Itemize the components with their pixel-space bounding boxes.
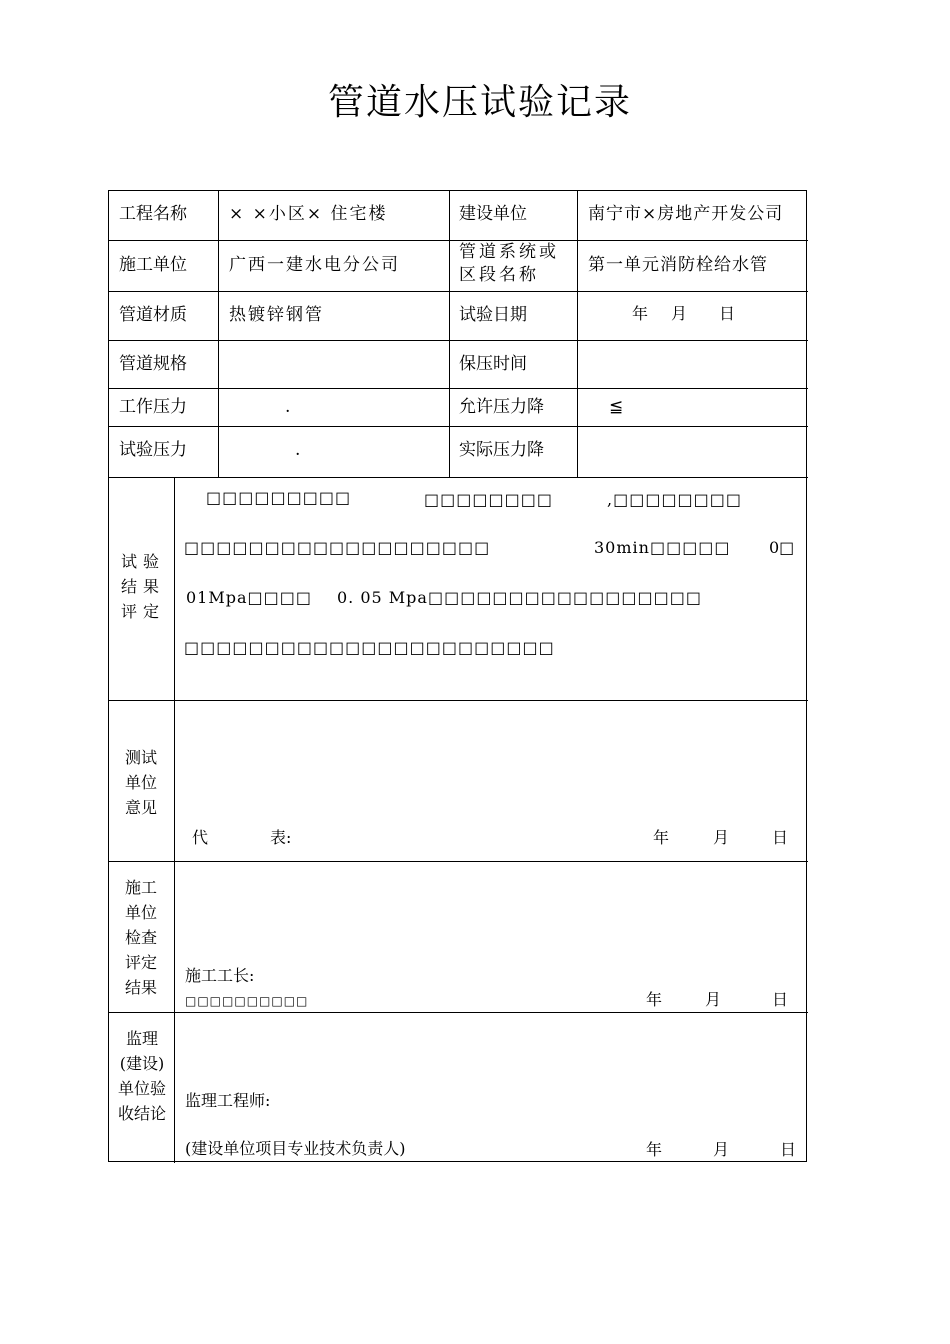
result-line1-b: □□□□□□□□ xyxy=(424,490,553,509)
owner-rep-label: (建设单位项目专业技术负责人) xyxy=(185,1139,406,1158)
allowed-drop-label: 允许压力降 xyxy=(459,397,544,417)
builder-label: 建设单位 xyxy=(459,204,527,224)
system-value: 第一单元消防栓给水管 xyxy=(588,255,768,275)
contractor-label: 施工单位 xyxy=(119,255,187,275)
supervision-engineer-label: 监理工程师: xyxy=(185,1091,271,1110)
actual-drop-label: 实际压力降 xyxy=(459,440,544,460)
contractor-check-month: 月 xyxy=(705,990,722,1009)
rep-label-2: 表: xyxy=(270,828,292,847)
column-divider xyxy=(449,191,450,477)
hold-time-label: 保压时间 xyxy=(459,354,527,374)
supervision-day: 日 xyxy=(780,1140,797,1159)
row-divider xyxy=(109,477,808,478)
rep-label-1: 代 xyxy=(192,828,209,847)
material-label: 管道材质 xyxy=(119,305,187,325)
row-divider xyxy=(109,700,808,701)
test-unit-label: 测试单位意见 xyxy=(124,748,157,817)
column-divider xyxy=(218,191,219,477)
contractor-value: 广西一建水电分公司 xyxy=(229,255,400,275)
work-pressure-label: 工作压力 xyxy=(119,397,187,417)
result-line3-a: 01Mpa□□□□ xyxy=(186,588,312,607)
test-unit-month: 月 xyxy=(713,828,730,847)
system-label: 管道系统或区段名称 xyxy=(459,242,559,285)
test-date-month: 月 xyxy=(671,304,688,323)
contractor-check-label: 施工单位检查评定结果 xyxy=(124,878,157,997)
result-line4: □□□□□□□□□□□□□□□□□□□□□□□ xyxy=(184,638,555,657)
column-divider xyxy=(174,477,175,1163)
column-divider xyxy=(577,191,578,477)
row-divider xyxy=(109,340,808,341)
result-line2-a: □□□□□□□□□□□□□□□□□□□ xyxy=(184,538,491,557)
spec-label: 管道规格 xyxy=(119,354,187,374)
row-divider xyxy=(109,426,808,427)
foreman-label: 施工工长: xyxy=(185,966,255,985)
test-date-day: 日 xyxy=(719,304,736,323)
test-date-year: 年 xyxy=(632,304,649,323)
contractor-check-small-text: □□□□□□□□□□ xyxy=(185,994,309,1008)
result-line2-b: 30min□□□□□ xyxy=(594,538,731,557)
test-pressure-label: 试验压力 xyxy=(119,440,187,460)
project-name-value: × ×小区× 住宅楼 xyxy=(229,204,388,224)
test-unit-year: 年 xyxy=(653,828,670,847)
supervision-year: 年 xyxy=(646,1140,663,1159)
builder-value: 南宁市×房地产开发公司 xyxy=(588,204,784,224)
page-title: 管道水压试验记录 xyxy=(327,82,632,123)
allowed-drop-value: ≦ xyxy=(609,397,624,417)
row-divider xyxy=(109,861,808,862)
result-line1-a: □□□□□□□□□ xyxy=(206,488,352,507)
contractor-check-day: 日 xyxy=(772,990,789,1009)
supervision-label: 监理(建设)单位验收结论 xyxy=(117,1029,166,1123)
project-name-label: 工程名称 xyxy=(119,204,187,224)
test-record-form xyxy=(108,190,807,1162)
test-unit-day: 日 xyxy=(772,828,789,847)
test-date-label: 试验日期 xyxy=(459,305,527,325)
work-pressure-value: . xyxy=(285,397,291,417)
result-line1-c: ,□□□□□□□□ xyxy=(607,490,743,509)
supervision-month: 月 xyxy=(713,1140,730,1159)
test-pressure-value: . xyxy=(295,440,301,460)
result-line3-b: 0. 05 Mpa□□□□□□□□□□□□□□□□□ xyxy=(337,588,702,607)
contractor-check-year: 年 xyxy=(646,990,663,1009)
material-value: 热镀锌钢管 xyxy=(229,305,324,325)
row-divider xyxy=(109,388,808,389)
result-line2-c: 0□ xyxy=(769,538,795,557)
result-label: 试验结果评定 xyxy=(120,552,165,621)
row-divider xyxy=(109,291,808,292)
row-divider xyxy=(109,1012,808,1013)
